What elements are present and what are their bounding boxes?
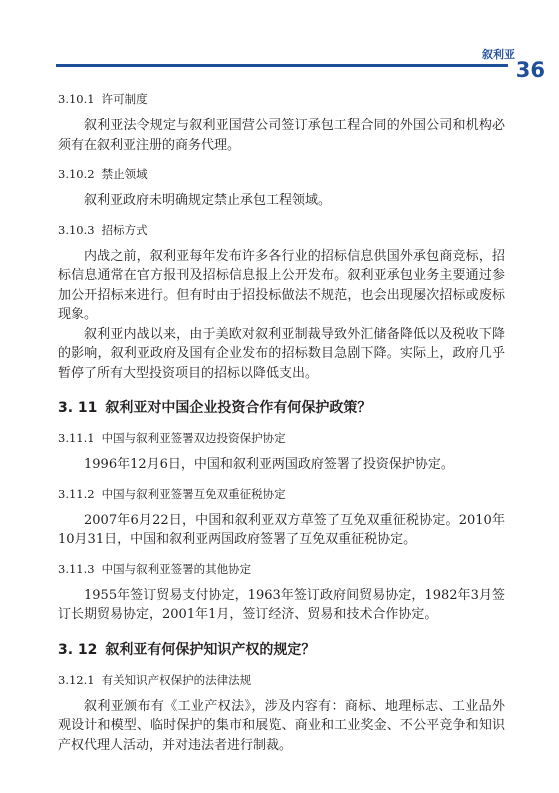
header-rule — [56, 64, 508, 67]
paragraph: 内战之前，叙利亚每年发布许多各行业的招标信息供国外承包商竞标，招标信息通常在官方报刊及招标信息报上公开发布。叙利亚承包业务主要通过参加公开招标来进行。但有时由于招投标做法不规范，也会出现屡次招标或废标现象。 — [58, 248, 505, 322]
paragraph: 叙利亚法令规定与叙利亚国营公司签订承包工程合同的外国公司和机构必须有在叙利亚注册的商务代理。 — [58, 118, 505, 153]
heading-title: 中国与叙利亚签署互免双重征税协定 — [101, 486, 286, 501]
heading-title: 叙利亚有何保护知识产权的规定？ — [105, 641, 316, 658]
heading-title: 许可制度 — [101, 92, 148, 106]
heading-title: 中国与叙利亚签署的其他协定 — [101, 561, 252, 576]
section-heading — [58, 398, 505, 418]
paragraph: 2007年6月22日，中国和叙利亚双方草签了互免双重征税协定。2010年10月31日，中国和叙利亚两国政府签署了互免双重征税协定。 — [58, 512, 505, 547]
subsection-heading — [58, 91, 505, 107]
heading-title: 招标方式 — [101, 222, 148, 237]
heading-title: 中国与叙利亚签署双边投资保护协定 — [101, 431, 286, 445]
subsection-heading — [58, 486, 505, 502]
page-body — [58, 80, 505, 755]
heading-title: 有关知识产权保护的法律法规 — [101, 672, 252, 687]
running-head: 叙利亚 — [482, 48, 515, 61]
paragraph: 1996年12月6日，中国和叙利亚两国政府签署了投资保护协定。 — [84, 457, 454, 472]
paragraph: 叙利亚内战以来，由于美欧对叙利亚制裁导致外汇储备降低以及税收下降的影响，叙利亚政府及国有企业发布的招标数目急剧下降。实际上，政府几乎暂停了所有大型投资项目的招标以降低支出。 — [58, 326, 505, 381]
subsection-heading — [58, 561, 505, 577]
heading-number: 3.11.1 — [58, 431, 95, 445]
heading-number: 3. 11 — [58, 400, 98, 416]
subsection-heading — [58, 430, 505, 446]
paragraph: 1955年签订贸易支付协定，1963年签订政府间贸易协定，1982年3月签订长期贸易协定，2001年1月，签订经济、贸易和技术合作协定。 — [58, 587, 505, 622]
heading-number: 3.11.2 — [58, 486, 95, 501]
heading-title: 禁止领域 — [101, 167, 148, 181]
section-heading — [58, 640, 505, 660]
page-number: 36 — [515, 58, 545, 82]
heading-number: 3.10.2 — [58, 167, 95, 181]
heading-number: 3.12.1 — [58, 672, 95, 687]
heading-number: 3.10.1 — [58, 92, 95, 106]
paragraph: 叙利亚政府未明确规定禁止承包工程领域。 — [84, 193, 332, 208]
subsection-heading — [58, 672, 505, 688]
heading-number: 3.11.3 — [58, 561, 95, 576]
subsection-heading — [58, 222, 505, 238]
heading-number: 3. 12 — [58, 641, 98, 658]
paragraph: 叙利亚颁布有《工业产权法》，涉及内容有：商标、地理标志、工业品外观设计和模型、临时保护的集市和展览、商业和工业奖金、不公平竞争和知识产权代理人活动，并对违法者进行制裁。 — [58, 698, 505, 753]
heading-number: 3.10.3 — [58, 222, 95, 237]
subsection-heading — [58, 166, 505, 182]
heading-title: 叙利亚对中国企业投资合作有何保护政策？ — [105, 400, 372, 416]
